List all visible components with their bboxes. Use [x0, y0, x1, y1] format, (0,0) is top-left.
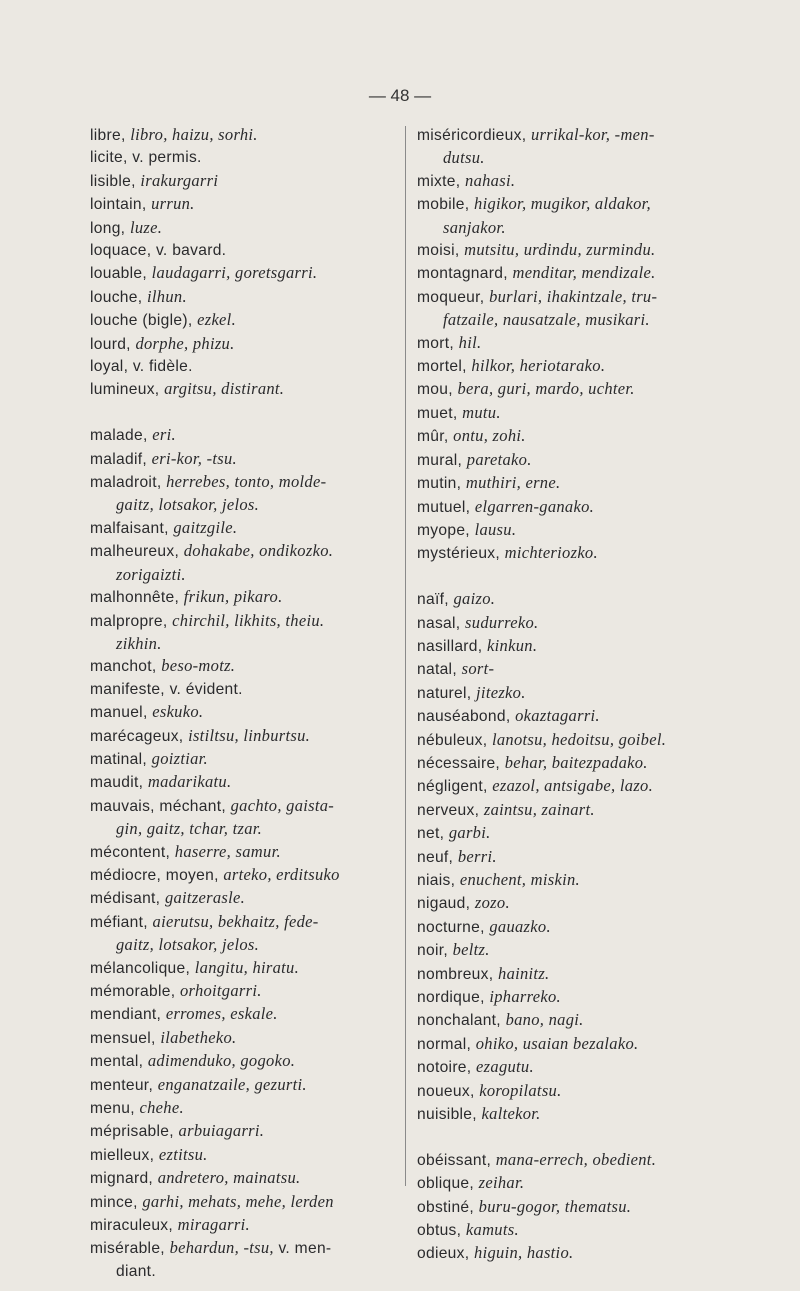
- entry-translation: urrun.: [151, 194, 195, 214]
- entry-translation: chirchil, likhits, theiu.: [172, 610, 325, 630]
- entry-translation: eri-kor, -tsu.: [151, 448, 237, 468]
- dictionary-entry: [417, 1009, 762, 1032]
- entry-translation: goiztiar.: [151, 748, 208, 768]
- entry-headword: nombreux,: [417, 965, 499, 983]
- dictionary-entry: [90, 655, 395, 678]
- entry-translation: mutu.: [462, 402, 501, 422]
- dictionary-entry: [90, 193, 395, 216]
- entry-headword: louche (bigle),: [90, 312, 198, 330]
- dictionary-entry: [90, 679, 395, 701]
- entry-translation: jitezko.: [476, 682, 526, 702]
- entry-headword: myope,: [417, 521, 475, 539]
- entry-headword: louable,: [90, 265, 152, 283]
- entry-headword: odieux,: [417, 1245, 475, 1263]
- entry-translation: miragarri.: [177, 1215, 250, 1235]
- entry-headword: nébuleux,: [417, 731, 492, 749]
- entry-headword: mixte,: [417, 172, 466, 190]
- entry-translation: ezagutu.: [476, 1057, 534, 1077]
- dictionary-entry: [417, 1056, 762, 1079]
- entry-headword: lointain,: [90, 196, 152, 214]
- dictionary-entry: [90, 748, 395, 771]
- page-number: — 48 —: [368, 86, 432, 105]
- dictionary-entry: [90, 795, 395, 841]
- entry-translation: zaintsu, zainart.: [483, 799, 595, 819]
- entry-headword: mystérieux,: [417, 545, 505, 563]
- entry-translation: sort-: [461, 659, 495, 679]
- section-gap: [90, 402, 395, 424]
- entry-headword: neuf,: [417, 848, 458, 866]
- entry-continuation: diant.: [116, 1262, 156, 1280]
- dictionary-entry: [90, 1050, 395, 1073]
- dictionary-entry: [90, 540, 395, 586]
- entry-headword: oblique,: [417, 1175, 479, 1193]
- dictionary-entry: [417, 286, 762, 332]
- entry-headword: malpropre,: [90, 612, 173, 630]
- entry-translation: michteriozko.: [504, 543, 598, 563]
- entry-translation: elgarren-ganako.: [474, 496, 595, 516]
- dictionary-entry: [417, 612, 762, 635]
- dictionary-entry: [90, 517, 395, 540]
- dictionary-entry: [90, 1237, 395, 1283]
- entry-translation: higuin, hastio.: [474, 1243, 574, 1263]
- section-gap: [417, 566, 762, 588]
- dictionary-entry: [90, 1144, 395, 1167]
- entry-headword: maladif,: [90, 450, 152, 468]
- dictionary-entry: [417, 542, 762, 565]
- dictionary-entry: [90, 309, 395, 332]
- dictionary-entry: [417, 588, 762, 611]
- entry-headword: obstiné,: [417, 1198, 479, 1216]
- entry-translation: kinkun.: [487, 635, 538, 655]
- entry-headword: noir,: [417, 942, 453, 960]
- dictionary-entry: [90, 1214, 395, 1237]
- entry-headword: libre,: [90, 127, 131, 144]
- entry-translation: eskuko.: [152, 702, 204, 722]
- entry-translation: dorphe, phizu.: [135, 333, 235, 353]
- entry-translation: bano, nagi.: [505, 1010, 584, 1030]
- entry-translation: buru-gogor, thematsu.: [478, 1196, 632, 1216]
- dictionary-entry: [90, 448, 395, 471]
- entry-translation: ilabetheko.: [160, 1027, 237, 1047]
- entry-translation: higikor, mugikor, aldakor,: [474, 194, 651, 214]
- entry-headword: mince,: [90, 1193, 143, 1211]
- dictionary-entry: [417, 1149, 762, 1172]
- entry-translation: langitu, hiratu.: [194, 957, 300, 977]
- entry-translation: urrikal-kor, -men-: [531, 125, 655, 144]
- entry-translation: erromes, eskale.: [165, 1004, 278, 1024]
- dictionary-entry: [417, 846, 762, 869]
- dictionary-entry: [417, 822, 762, 845]
- entry-translation: lausu.: [474, 519, 517, 539]
- entry-translation: lanotsu, hedoitsu, goibel.: [491, 729, 667, 749]
- entry-headword: médisant,: [90, 890, 165, 908]
- entry-headword: maladroit,: [90, 474, 167, 492]
- entry-headword: noueux,: [417, 1082, 480, 1100]
- entry-translation: istiltsu, linburtsu.: [188, 725, 311, 745]
- entry-headword: malade,: [90, 427, 153, 445]
- dictionary-entry: [417, 124, 762, 170]
- dictionary-entry: [90, 262, 395, 285]
- entry-translation: beltz.: [452, 940, 490, 960]
- dictionary-entry: [90, 170, 395, 193]
- dictionary-entry: [417, 402, 762, 425]
- entry-translation: hilkor, heriotarako.: [471, 356, 606, 376]
- entry-continuation: zikhin.: [116, 633, 162, 653]
- dictionary-entry: [417, 378, 762, 401]
- entry-translation: garbi.: [448, 823, 491, 843]
- entry-translation: haserre, samur.: [174, 841, 281, 861]
- entry-headword: nasillard,: [417, 637, 488, 655]
- entry-headword: mauvais, méchant,: [90, 797, 231, 815]
- entry-translation: mutsitu, urdindu, zurmindu.: [464, 240, 656, 260]
- entry-headword: négligent,: [417, 778, 493, 796]
- dictionary-entry: [417, 682, 762, 705]
- entry-translation: enuchent, miskin.: [459, 869, 580, 889]
- dictionary-entry: [90, 424, 395, 447]
- dictionary-entry: [417, 496, 762, 519]
- entry-translation: hainitz.: [498, 963, 550, 983]
- entry-headword: miraculeux,: [90, 1217, 178, 1235]
- entry-headword: mutuel,: [417, 498, 475, 516]
- entry-translation: nahasi.: [465, 170, 516, 190]
- entry-headword: lumineux,: [90, 381, 165, 399]
- entry-headword: matinal,: [90, 750, 152, 768]
- entry-translation: ipharreko.: [489, 987, 561, 1007]
- entry-headword: net,: [417, 825, 449, 843]
- dictionary-entry: [417, 472, 762, 495]
- entry-headword: mortel,: [417, 358, 472, 376]
- entry-headword: méprisable,: [90, 1123, 179, 1141]
- entry-translation: chehe.: [139, 1098, 184, 1118]
- dictionary-entry: [417, 1196, 762, 1219]
- dictionary-entry: [417, 775, 762, 798]
- dictionary-entry: [90, 610, 395, 656]
- section-gap: [417, 1126, 762, 1148]
- entry-headword: moisi,: [417, 242, 465, 260]
- entry-translation: ezkel.: [197, 310, 236, 330]
- dictionary-entry: [417, 262, 762, 285]
- entry-headword: mendiant,: [90, 1006, 166, 1024]
- entry-headword: misérable,: [90, 1240, 170, 1258]
- entry-translation: frikun, pikaro.: [183, 587, 283, 607]
- entry-translation: behardun, -tsu,: [169, 1238, 274, 1258]
- entry-continuation: fatzaile, nausatzale, musikari.: [443, 310, 650, 330]
- dictionary-entry: [417, 1219, 762, 1242]
- entry-headword: niais,: [417, 871, 460, 889]
- dictionary-entry: [417, 1033, 762, 1056]
- entry-translation: libro, haizu, sorhi.: [130, 125, 258, 144]
- dictionary-entry: [90, 1027, 395, 1050]
- entry-headword: manifeste, v. évident.: [90, 680, 243, 698]
- entry-headword: manchot,: [90, 658, 162, 676]
- dictionary-entry: [90, 378, 395, 401]
- entry-translation: kaltekor.: [481, 1104, 541, 1124]
- entry-translation: ilhun.: [147, 286, 187, 306]
- dictionary-entry: [417, 1080, 762, 1103]
- entry-translation: berri.: [457, 846, 497, 866]
- entry-translation: arteko, erditsuko: [223, 864, 340, 884]
- dictionary-entry: [417, 892, 762, 915]
- entry-translation: bera, guri, mardo, uchter.: [457, 379, 635, 399]
- entry-translation: dohakabe, ondikozko.: [183, 541, 334, 561]
- dictionary-entry: [417, 916, 762, 939]
- dictionary-entry: [90, 586, 395, 609]
- dictionary-entry: [90, 217, 395, 240]
- dictionary-entry: [417, 193, 762, 239]
- entry-headword: obéissant,: [417, 1151, 496, 1169]
- dictionary-entry: [417, 1242, 762, 1265]
- dictionary-entry: [417, 1103, 762, 1126]
- dictionary-entry: [90, 240, 395, 262]
- entry-headword: nocturne,: [417, 918, 490, 936]
- entry-headword: nauséabond,: [417, 708, 516, 726]
- entry-headword: notoire,: [417, 1059, 477, 1077]
- dictionary-entry: [417, 425, 762, 448]
- entry-headword: louche,: [90, 288, 148, 306]
- entry-translation: madarikatu.: [147, 772, 232, 792]
- entry-translation: zeihar.: [478, 1173, 525, 1193]
- entry-continuation: gaitz, lotsakor, jelos.: [116, 935, 260, 955]
- dictionary-entry: [417, 170, 762, 193]
- entry-translation: gachto, gaista-: [230, 795, 335, 815]
- entry-headword: long,: [90, 219, 130, 237]
- dictionary-entry: [90, 1120, 395, 1143]
- dictionary-entry: [90, 124, 395, 147]
- dictionary-entry: [90, 471, 395, 517]
- entry-translation: muthiri, erne.: [465, 473, 561, 493]
- dictionary-entry: [90, 841, 395, 864]
- dictionary-entry: [417, 449, 762, 472]
- entry-translation: herrebes, tonto, molde-: [166, 472, 327, 492]
- entry-translation: gaitzerasle.: [164, 888, 246, 908]
- entry-translation: mana-errech, obedient.: [495, 1149, 657, 1169]
- dictionary-entry: [90, 957, 395, 980]
- dictionary-entry: [90, 887, 395, 910]
- dictionary-entry: [90, 771, 395, 794]
- entry-translation: arbuiagarri.: [178, 1121, 265, 1141]
- entry-headword: manuel,: [90, 704, 153, 722]
- entry-headword: mou,: [417, 381, 458, 399]
- dictionary-entry: [90, 911, 395, 957]
- dictionary-entry: [90, 333, 395, 356]
- dictionary-entry: [417, 705, 762, 728]
- entry-headword: mignard,: [90, 1170, 158, 1188]
- entry-reference: v. men-: [273, 1240, 332, 1258]
- entry-headword: nigaud,: [417, 895, 475, 913]
- entry-headword: malhonnête,: [90, 589, 184, 607]
- entry-headword: maudit,: [90, 774, 148, 792]
- entry-translation: ohiko, usaian bezalako.: [475, 1033, 639, 1053]
- entry-translation: zozo.: [474, 893, 510, 913]
- entry-translation: eztitsu.: [158, 1144, 208, 1164]
- entry-continuation: sanjakor.: [443, 217, 506, 237]
- entry-headword: lourd,: [90, 335, 136, 353]
- entry-translation: enganatzaile, gezurti.: [157, 1074, 307, 1094]
- entry-translation: koropilatsu.: [479, 1080, 562, 1100]
- entry-headword: mécontent,: [90, 843, 175, 861]
- entry-translation: argitsu, distirant.: [164, 379, 285, 399]
- entry-headword: mélancolique,: [90, 959, 195, 977]
- entry-headword: licite, v. permis.: [90, 149, 202, 167]
- entry-translation: gaitzgile.: [173, 517, 238, 537]
- dictionary-entry: [90, 864, 395, 887]
- dictionary-entry: [90, 701, 395, 724]
- entry-headword: mensuel,: [90, 1029, 161, 1047]
- entry-headword: moqueur,: [417, 288, 490, 306]
- column-divider: [405, 126, 406, 1186]
- entry-translation: paretako.: [466, 449, 532, 469]
- entry-headword: lisible,: [90, 172, 141, 190]
- right-column: [417, 124, 762, 1266]
- entry-headword: nordique,: [417, 989, 490, 1007]
- entry-translation: gaizo.: [453, 589, 496, 609]
- entry-translation: gauazko.: [489, 916, 551, 936]
- entry-translation: orhoitgarri.: [179, 981, 262, 1001]
- dictionary-entry: [417, 519, 762, 542]
- entry-translation: laudagarri, goretsgarri.: [151, 263, 318, 283]
- entry-translation: okaztagarri.: [515, 706, 600, 726]
- entry-headword: loquace, v. bavard.: [90, 242, 227, 260]
- entry-translation: andretero, mainatsu.: [157, 1168, 301, 1188]
- dictionary-entry: [90, 725, 395, 748]
- entry-translation: behar, baitezpadako.: [504, 752, 648, 772]
- entry-headword: menteur,: [90, 1076, 158, 1094]
- entry-translation: hil.: [458, 332, 482, 352]
- entry-headword: mûr,: [417, 428, 454, 446]
- dictionary-entry: [417, 939, 762, 962]
- dictionary-entry: [90, 147, 395, 169]
- entry-translation: ezazol, antsigabe, lazo.: [492, 776, 654, 796]
- entry-headword: miséricordieux,: [417, 127, 531, 144]
- entry-translation: sudurreko.: [465, 612, 539, 632]
- entry-headword: mobile,: [417, 196, 475, 214]
- dictionary-entry: [90, 286, 395, 309]
- dictionary-entry: [417, 332, 762, 355]
- entry-translation: aierutsu, bekhaitz, fede-: [152, 911, 319, 931]
- entry-headword: obtus,: [417, 1222, 466, 1240]
- entry-headword: menu,: [90, 1100, 140, 1118]
- entry-headword: mutin,: [417, 475, 466, 493]
- dictionary-entry: [90, 356, 395, 378]
- entry-headword: naïf,: [417, 591, 454, 609]
- entry-continuation: gin, gaitz, tchar, tzar.: [116, 819, 263, 839]
- dictionary-entry: [417, 1172, 762, 1195]
- dictionary-entry: [417, 729, 762, 752]
- entry-headword: natal,: [417, 661, 462, 679]
- entry-headword: normal,: [417, 1035, 476, 1053]
- dictionary-entry: [417, 963, 762, 986]
- entry-headword: mort,: [417, 334, 459, 352]
- entry-translation: ontu, zohi.: [453, 426, 526, 446]
- dictionary-entry: [90, 1003, 395, 1026]
- dictionary-entry: [417, 869, 762, 892]
- entry-headword: loyal, v. fidèle.: [90, 358, 193, 376]
- dictionary-entry: [417, 355, 762, 378]
- entry-translation: irakurgarri: [140, 170, 219, 190]
- entry-headword: médiocre, moyen,: [90, 866, 224, 884]
- dictionary-entry: [417, 752, 762, 775]
- entry-translation: luze.: [129, 217, 163, 237]
- entry-translation: beso-motz.: [161, 656, 236, 676]
- entry-headword: nasal,: [417, 614, 466, 632]
- dictionary-entry: [90, 1074, 395, 1097]
- dictionary-entry: [417, 799, 762, 822]
- dictionary-entry: [90, 1167, 395, 1190]
- dictionary-entry: [90, 980, 395, 1003]
- dictionary-entry: [90, 1097, 395, 1120]
- dictionary-entry: [90, 1191, 395, 1214]
- entry-headword: mural,: [417, 451, 467, 469]
- left-column: [90, 124, 395, 1283]
- entry-headword: naturel,: [417, 684, 477, 702]
- entry-translation: burlari, ihakintzale, tru-: [489, 286, 658, 306]
- entry-headword: marécageux,: [90, 727, 189, 745]
- entry-headword: mémorable,: [90, 983, 180, 1001]
- entry-translation: garhi, mehats, mehe, lerden: [142, 1191, 334, 1211]
- entry-headword: méfiant,: [90, 913, 153, 931]
- entry-translation: kamuts.: [465, 1220, 519, 1240]
- dictionary-entry: [417, 986, 762, 1009]
- entry-headword: muet,: [417, 404, 463, 422]
- entry-headword: nerveux,: [417, 801, 484, 819]
- entry-translation: menditar, mendizale.: [512, 263, 656, 283]
- dictionary-entry: [417, 239, 762, 262]
- entry-translation: adimenduko, gogoko.: [147, 1051, 296, 1071]
- entry-headword: malfaisant,: [90, 519, 174, 537]
- entry-headword: mielleux,: [90, 1146, 159, 1164]
- entry-headword: nécessaire,: [417, 754, 505, 772]
- dictionary-entry: [417, 635, 762, 658]
- entry-headword: malheureux,: [90, 543, 184, 561]
- entry-continuation: gaitz, lotsakor, jelos.: [116, 495, 260, 515]
- entry-headword: nonchalant,: [417, 1012, 506, 1030]
- entry-headword: montagnard,: [417, 265, 513, 283]
- entry-headword: nuisible,: [417, 1106, 482, 1124]
- entry-continuation: dutsu.: [443, 148, 485, 168]
- entry-translation: eri.: [152, 425, 176, 445]
- entry-headword: mental,: [90, 1053, 148, 1071]
- entry-continuation: zorigaizti.: [116, 564, 186, 584]
- dictionary-entry: [417, 658, 762, 681]
